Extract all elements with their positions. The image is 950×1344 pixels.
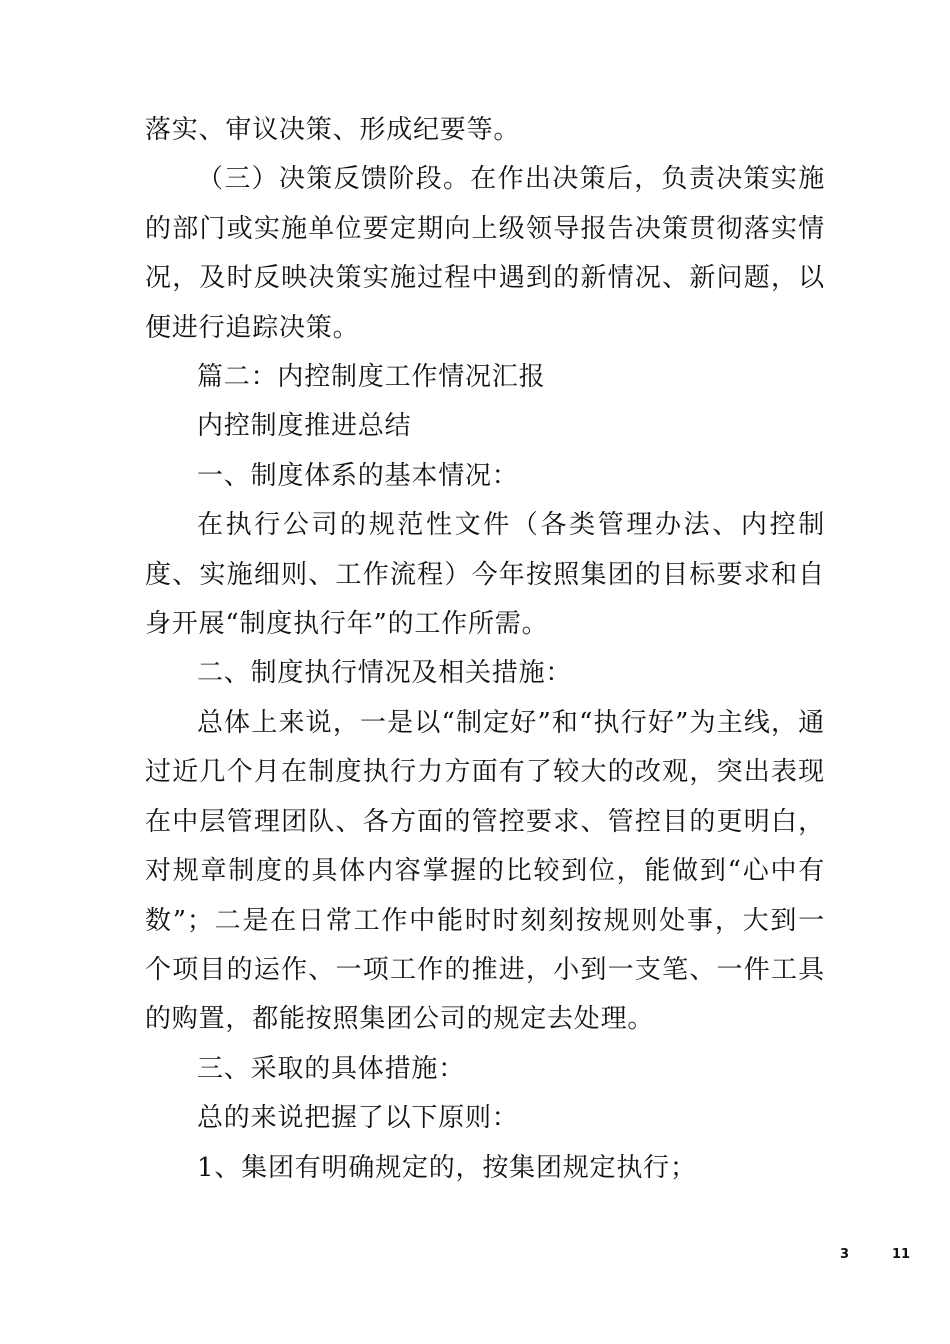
- paragraph-4: 总体上来说，一是以“制定好”和“执行好”为主线，通过近几个月在制度执行力方面有了较大的改观，突出表现在中层管理团队、各方面的管控要求、管控目的更明白，对规章制度的具体内容掌握的比较到位，能做到“心中有数”；二是在日常工作中能时时刻刻按规则处事，大到一个项目的运作、一项工作的推进，小到一支笔、一件工具的购置，都能按照集团公司的规定去处理。: [145, 707, 825, 1035]
- document-body: [145, 106, 825, 1193]
- list-item-1: 1、集团有明确规定的，按集团规定执行；: [197, 1152, 697, 1183]
- paragraph-1: 落实、审议决策、形成纪要等。: [145, 115, 521, 145]
- paragraph-2: （三）决策反馈阶段。在作出决策后，负责决策实施的部门或实施单位要定期向上级领导报告决策贯彻落实情况，及时反映决策实施过程中遇到的新情况、新问题，以便进行追踪决策。: [145, 164, 825, 343]
- subheading-2: 二、制度执行情况及相关措施：: [197, 658, 573, 689]
- page-number-current: 3: [840, 1247, 850, 1262]
- subheading-1: 一、制度体系的基本情况：: [197, 460, 519, 491]
- page-number-total: 11: [892, 1247, 911, 1262]
- paragraph-3: 在执行公司的规范性文件（各类管理办法、内控制度、实施细则、工作流程）今年按照集团的目标要求和自身开展“制度执行年”的工作所需。: [145, 510, 825, 640]
- section-heading: 篇二：内控制度工作情况汇报: [197, 362, 546, 393]
- subheading-3: 三、采取的具体措施：: [197, 1053, 466, 1084]
- paragraph-5: 总的来说把握了以下原则：: [197, 1103, 519, 1134]
- document-title: 内控制度推进总结: [197, 411, 412, 442]
